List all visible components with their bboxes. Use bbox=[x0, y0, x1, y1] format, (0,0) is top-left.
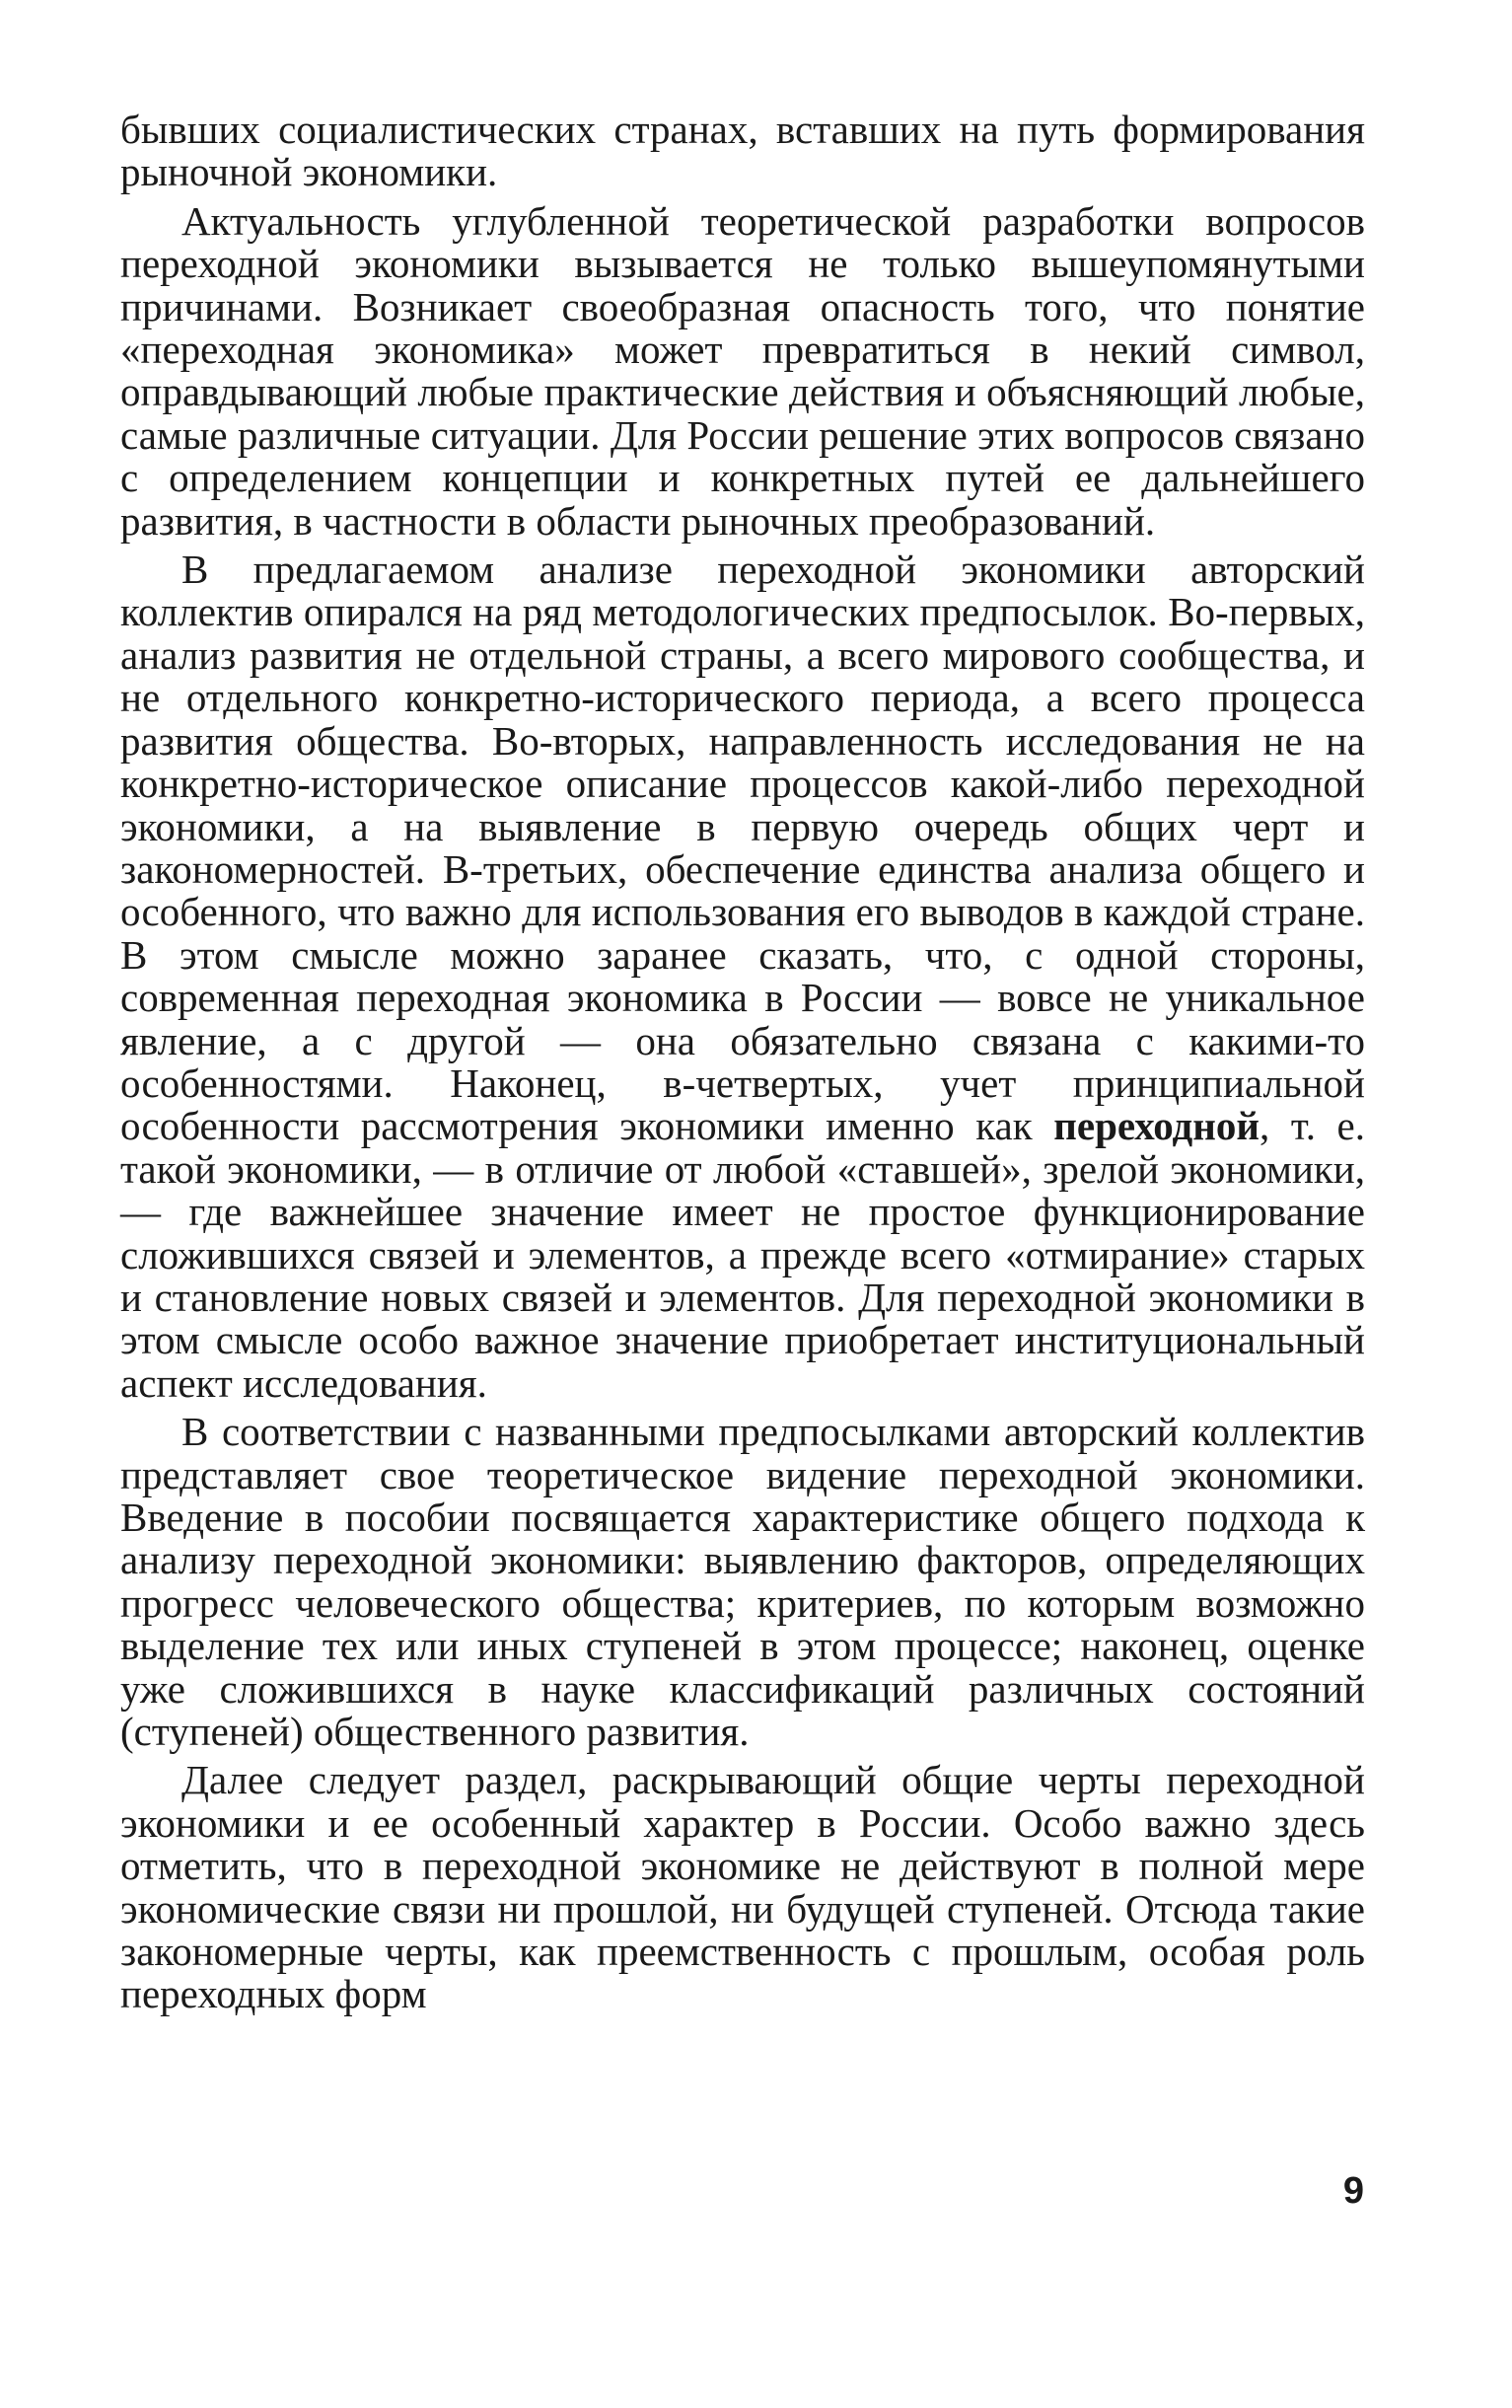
paragraph-1 bbox=[120, 109, 1365, 194]
paragraph-3-text-a: В предлагаемом анализе переходной экономики авторский коллектив опирался на ряд методологических предпосылок. Во-первых, анализ развития не отдельной страны, а всего мирового сообщества, и не отдельного конкретно-исторического периода, а всего процесса развития общества. Во-вторых, направленность исследования не на конкретно-историческое описание процессов какой-либо переходной экономики, а на выявление в первую очередь общих черт и закономерностей. В-третьих, обеспечение единства анализа общего и особенного, что важно для использования его выводов в каждой стране. В этом смысле можно заранее сказать, что, с одной стороны, современная переходная экономика в России — вовсе не уникальное явление, а с другой — она обязательно связана с какими-то особенностями. Наконец, в-четвертых, учет принципиальной особенности рассмотрения экономики именно как bbox=[120, 547, 1365, 1149]
paragraph-3-text-b: , т. е. такой экономики, — в отличие от любой «ставшей», зрелой экономики, — где важнейшее значение имеет не простое функционирование сложившихся связей и элементов, а прежде всего «отмирание» старых и становление новых связей и элементов. Для переходной экономики в этом смысле особо важное значение приобретает институциональный аспект исследования. bbox=[120, 1103, 1365, 1406]
paragraph-4-text: В соответствии с названными предпосылками авторский коллектив представляет свое теоретическое видение переходной экономики. Введение в пособии посвящается характеристике общего подхода к анализу переходной экономики: выявлению факторов, определяющих прогресс человеческого общества; критериев, по которым возможно выделение тех или иных ступеней в этом процессе; наконец, оценке уже сложившихся в науке классификаций различных состояний (ступеней) общественного развития. bbox=[120, 1409, 1365, 1755]
page-number: 9 bbox=[1342, 2170, 1364, 2212]
paragraph-3-bold-term: переходной bbox=[1053, 1103, 1260, 1149]
body-text bbox=[120, 109, 1365, 2016]
paragraph-1-text: бывших социалистических странах, вставших на путь формирования рыночной экономики. bbox=[120, 107, 1365, 195]
paragraph-5-text: Далее следует раздел, раскрывающий общие черты переходной экономики и ее особенный характер в России. Особо важно здесь отметить, что в переходной экономике не действуют в полной мере экономические связи ни прошлой, ни будущей ступеней. Отсюда такие закономерные черты, как преемственность с прошлым, особая роль переходных форм bbox=[120, 1757, 1365, 2017]
paragraph-2-text: Актуальность углубленной теоретической разработки вопросов переходной экономики вызывается не только вышеупомянутыми причинами. Возникает своеобразная опасность того, что понятие «переходная экономика» может превратиться в некий символ, оправдывающий любые практические действия и объясняющий любые, самые различные ситуации. Для России решение этих вопросов связано с определением концепции и конкретных путей ее дальнейшего развития, в частности в области рыночных преобразований. bbox=[120, 197, 1365, 544]
paragraph-2 bbox=[120, 197, 1365, 544]
paragraph-5 bbox=[120, 1759, 1365, 2015]
paragraph-4 bbox=[120, 1411, 1365, 1753]
paragraph-3 bbox=[120, 548, 1365, 1405]
